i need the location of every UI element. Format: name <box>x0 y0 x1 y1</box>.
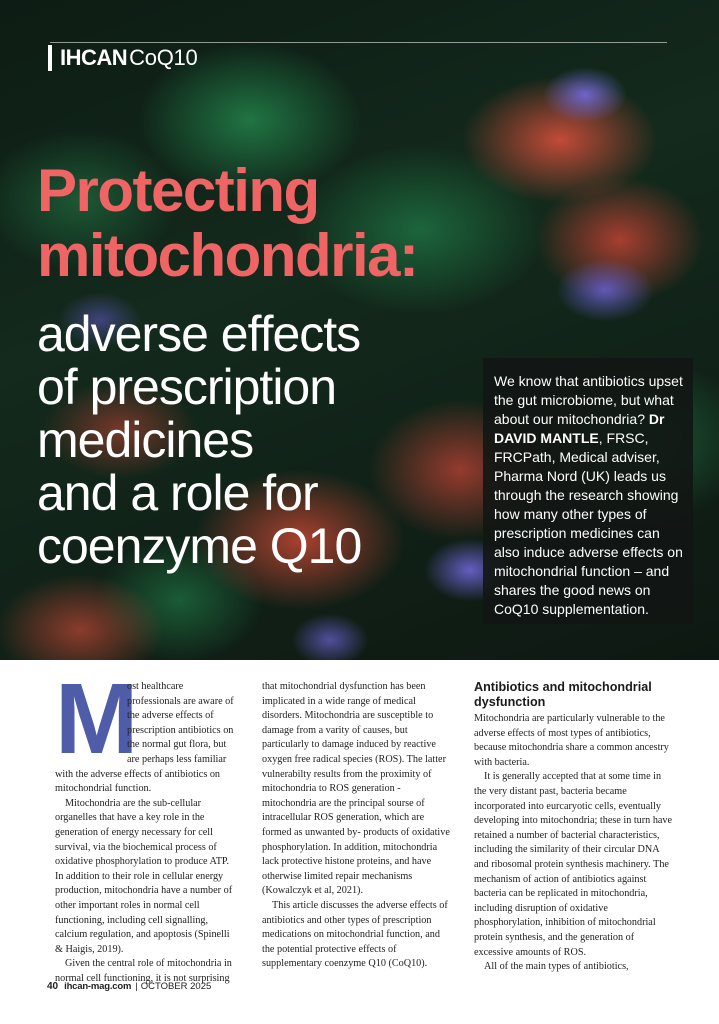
headline <box>37 158 497 288</box>
section-brand <box>48 44 197 72</box>
headline-line: mitochondria: <box>37 222 418 289</box>
article-column-1 <box>55 663 237 986</box>
section-name: CoQ10 <box>129 45 198 70</box>
page-number: 40 <box>47 981 59 992</box>
paragraph: All of the main types of antibiotics, <box>484 961 629 973</box>
paragraph: Given the central role of mitochondria in normal cell functioning, it is not surprising <box>55 958 232 984</box>
standfirst-intro: We know that antibiotics upset the gut microbiome, but what about our mitochondria? <box>494 373 683 427</box>
header-rule <box>50 42 667 43</box>
author-name: Dr DAVID MANTLE <box>494 411 665 446</box>
paragraph: that mitochondrial dysfunction has been implicated in a wide range of medical disorders. Mitochondria are susceptible to damage from a varity of causes, but particularly to damage induced by reactive oxygen free radical species (ROS). The latter vulnerabilty results from the proximity of mitochondria to ROS generation - mitochondria are the principal sourse of intracellular ROS generation, which are formed as unwanted by- products of oxidative phosphorylation. In addition, mitochondria lack protective histone proteins, and have otherwise limited repair mechanisms (Kowalczyk et al, 2021). <box>262 681 450 897</box>
paragraph: It is generally accepted that at some time in the very distant past, bacteria became incorporated into eurcaryotic cells, eventually developing into mitochondria; these in turn have retained a number of bacterial characteristics, including the similarity of their circular DNA and ribosomal protein synthesis machinery. The mechanism of action of antibiotics against bacteria can be replicated in mitochondria, including disruption of oxidative phosphorylation, inhibition of mitochondrial protein synthesis, and the generation of excessive amounts of ROS. <box>474 771 673 958</box>
paragraph: ost healthcare professionals are aware of the adverse effects of prescription antibiotics on the normal gut flora, but are perhaps less familiar with the adverse effects of antibiotics on mitochondrial function. <box>55 681 234 795</box>
drop-cap: M <box>55 663 139 775</box>
subtitle-line: of prescription <box>37 359 337 415</box>
magazine-website: ihcan-mag.com <box>64 981 132 992</box>
subtitle-line: adverse effects <box>37 306 361 362</box>
subtitle-line: medicines <box>37 412 254 468</box>
standfirst-box <box>483 358 693 624</box>
paragraph: Mitochondria are particularly vulnerable to the adverse effects of most types of antibiotics, because mitochondria share a common ancestry with bacteria. <box>474 713 669 768</box>
article-column-2 <box>262 680 454 972</box>
article-column-3 <box>474 680 674 975</box>
brand-name: IHCAN <box>60 45 128 70</box>
headline-line: Protecting <box>37 157 319 224</box>
headline-subtitle <box>37 308 467 573</box>
lead-paragraph <box>55 663 237 797</box>
paragraph: Mitochondria are the sub-cellular organelles that have a key role in the generation of energy necessary for cell survival, via the biochemical process of oxidative phosphorylation to produce ATP. In addition to their role in cellular energy production, mitochondria have a number of other important roles in normal cell functioning, including cell signalling, calcium regulation, and apoptosis (Spinelli & Haigis, 2019). <box>55 797 233 955</box>
issue-date: OCTOBER 2025 <box>140 981 212 992</box>
paragraph: This article discusses the adverse effects of antibiotics and other types of prescription medications on mitochondrial function, and the potential protective effects of supplementary coenzyme Q10 (CoQ10). <box>262 899 448 970</box>
footer-separator: | <box>135 981 138 992</box>
standfirst-text: , FRSC, FRCPath, Medical adviser, Pharma Nord (UK) leads us through the research showing how many other types of prescription medicines can also induce adverse effects on mitochondrial function – and shares the good news on CoQ10 supplementation. <box>494 430 683 617</box>
subtitle-line: coenzyme Q10 <box>37 518 362 574</box>
subtitle-line: and a role for <box>37 465 318 521</box>
brand-bar <box>48 45 52 71</box>
page-footer <box>47 981 211 992</box>
section-heading: Antibiotics and mitochondrial dysfunction <box>474 680 652 709</box>
